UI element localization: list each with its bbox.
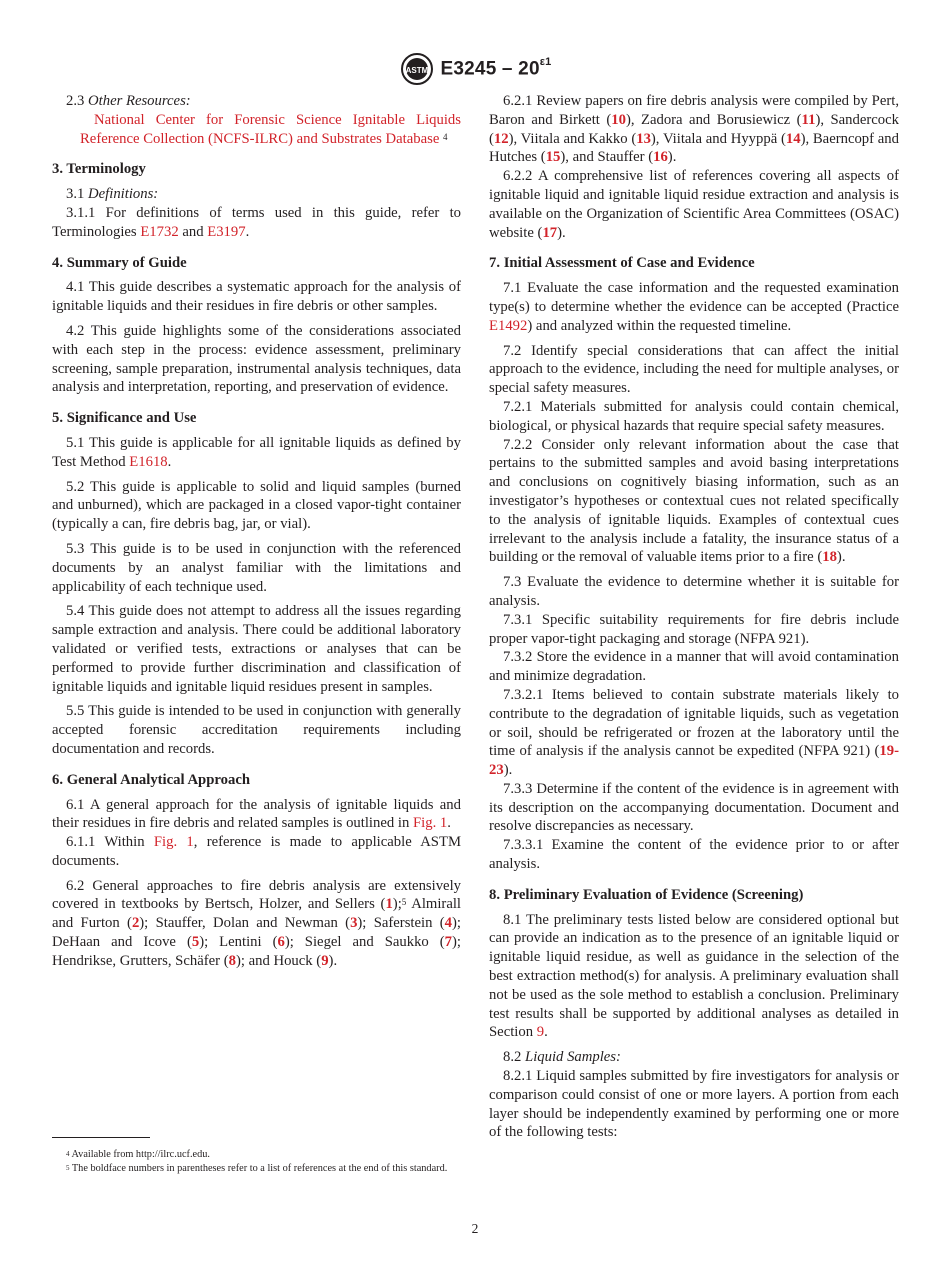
section-7-2-1: 7.2.1 Materials submitted for analysis could contain chemical, biological, or physical hazards that require special safety measures. <box>489 398 899 434</box>
footnote-ref-4[interactable]: 4 <box>443 131 448 142</box>
section-3-1-1: 3.1.1 For definitions of terms used in this guide, refer to Terminologies E1732 and E3197. <box>52 204 461 240</box>
section-5-4: 5.4 This guide does not attempt to address all the issues regarding sample extraction and analysis. There could be additional laboratory validated or verified tests, extractions or analyses that can be performed to provide further discrimination and classification of ignitable liquids and ignitable liquid residues present in samples. <box>52 603 461 695</box>
ref-10[interactable]: 10 <box>611 111 626 128</box>
ref-15[interactable]: 15 <box>545 149 561 166</box>
footnote-ref-5[interactable]: 5 <box>401 897 407 908</box>
section-5-heading: 5. Significance and Use <box>52 410 197 427</box>
ref-14[interactable]: 14 <box>785 130 801 147</box>
section-6-2-2: 6.2.2 A comprehensive list of references covering all aspects of ignitable liquid and ignitable liquid residue extraction and analysis is available on the Organization of Scientific Area Committees (OSAC) website (17). <box>489 168 899 241</box>
ref-5[interactable]: 5 <box>191 934 200 951</box>
ref-2[interactable]: 2 <box>131 915 140 932</box>
section-4-heading: 4. Summary of Guide <box>52 254 187 271</box>
section-9-link[interactable]: 9 <box>536 1024 545 1041</box>
section-7-3-3: 7.3.3 Determine if the content of the evidence is in agreement with its description on the accompanying documentation. Document and resolve discrepancies as necessary. <box>489 780 899 835</box>
section-6-heading: 6. General Analytical Approach <box>52 771 251 788</box>
e3197-link[interactable]: E3197 <box>207 223 246 240</box>
fig-1-link-2[interactable]: Fig. 1 <box>153 834 194 851</box>
svg-text:ASTM: ASTM <box>405 66 428 75</box>
edition-superscript: ε1 <box>539 55 552 68</box>
section-2-3: 2.3 Other Resources: <box>66 93 191 109</box>
section-6-1: 6.1 A general approach for the analysis of ignitable liquids and their residues in fire debris and related samples is outlined in Fig. 1. <box>52 796 461 832</box>
section-7-2: 7.2 Identify special considerations that can affect the initial approach to the evidence, including the need for multiple analyses, or special safety measures. <box>489 342 899 397</box>
section-8-2-1: 8.2.1 Liquid samples submitted by fire investigators for analysis or comparison could consist of one or more layers. A portion from each layer should be independently examined by performing one or more of the following tests: <box>489 1068 899 1141</box>
section-3-1: 3.1 Definitions: <box>66 186 159 203</box>
section-4-1: 4.1 This guide describes a systematic approach for the analysis of ignitable liquids and their residues in fire debris or other samples. <box>52 279 461 315</box>
ref-16[interactable]: 16 <box>653 149 668 166</box>
e1732-link[interactable]: E1732 <box>140 223 179 240</box>
fig-1-link[interactable]: Fig. 1 <box>412 815 448 832</box>
page-number: 2 <box>471 1221 479 1236</box>
section-6-2-1: 6.2.1 Review papers on fire debris analysis were compiled by Pert, Baron and Birkett (10), Zadora and Borusiewicz (11), Sandercock (12), Viitala and Kakko (13), Viitala and Hyyppä (14), Baerncopf and Hutches (15), and Stauffer (16). <box>489 93 899 166</box>
ref-1[interactable]: 1 <box>385 896 393 913</box>
e1492-link[interactable]: E1492 <box>489 317 528 334</box>
ref-4[interactable]: 4 <box>444 915 453 932</box>
ref-17[interactable]: 17 <box>542 224 558 241</box>
section-6-2: 6.2 General approaches to fire debris analysis are extensively covered in textbooks by Bertsch, Holzer, and Sellers (1);$^5$ Almirall and Furton (2); Stauffer, Dolan and Newman (3); Saferstein (4); DeHaan and Icove (5); Lentini (6); Siegel and Saukko (7); Hendrikse, Grutters, Schäfer (8); and Houck (9). <box>52 877 461 969</box>
section-3-heading: 3. Terminology <box>52 161 146 178</box>
right-column <box>489 92 899 1142</box>
section-4-2: 4.2 This guide highlights some of the considerations associated with each step in the process: evidence assessment, preliminary screening, sample preparation, instrumental analysis techniques, data analysis and interpretation, reporting, and preservation of evidence. <box>52 322 461 396</box>
section-7-1: 7.1 Evaluate the case information and the requested examination type(s) to determine whether the evidence can be accepted (Practice E1492) and analyzed within the requested timeline. <box>489 280 899 334</box>
astm-logo-icon <box>399 52 435 86</box>
ref-19-23[interactable]: 19-23 <box>489 743 899 779</box>
e1618-link[interactable]: E1618 <box>129 453 168 470</box>
section-7-heading: 7. Initial Assessment of Case and Evidence <box>489 255 755 272</box>
ref-18[interactable]: 18 <box>822 549 837 566</box>
ref-13[interactable]: 13 <box>636 130 651 147</box>
section-7-3: 7.3 Evaluate the evidence to determine whether it is suitable for analysis. <box>489 574 899 609</box>
ref-6[interactable]: 6 <box>277 934 285 951</box>
section-5-2: 5.2 This guide is applicable to solid and liquid samples (burned and unburned), which are packaged in a closed vapor-tight container (typically a can, fire debris bag, jar, or vial). <box>52 478 461 533</box>
ref-11[interactable]: 11 <box>801 111 816 128</box>
section-8-heading: 8. Preliminary Evaluation of Evidence (Screening) <box>489 886 804 903</box>
section-7-3-3-1: 7.3.3.1 Examine the content of the evidence prior to or after analysis. <box>489 837 899 873</box>
ncfs-link[interactable]: National Center for Forensic Science Ignitable Liquids Reference Collection (NCFS-ILRC) and Substrates Database <box>80 111 461 147</box>
section-5-3: 5.3 This guide is to be used in conjunction with the referenced documents by an analyst familiar with the limitations and applicability of each technique used. <box>52 540 461 595</box>
section-8-2: 8.2 Liquid Samples: <box>503 1049 621 1066</box>
section-7-3-1: 7.3.1 Specific suitability requirements for fire debris include proper vapor-tight packaging and storage (NFPA 921). <box>489 611 899 647</box>
left-column <box>52 92 461 971</box>
ncfs-resource <box>52 111 461 149</box>
section-6-1-1: 6.1.1 Within Fig. 1, reference is made to applicable ASTM documents. <box>52 834 462 869</box>
section-7-3-2-1: 7.3.2.1 Items believed to contain substrate materials likely to contribute to the degradation of ignitable liquids, such as vegetation or soil, should be refrigerated or frozen at the laboratory until the time of analysis if the analysis cannot be expedited (NFPA 921) (19-23). <box>489 686 899 779</box>
ref-3[interactable]: 3 <box>350 915 358 932</box>
document-designation: $E3245 - 20^{\varepsilon 1}$ <box>440 55 552 80</box>
section-7-2-2: 7.2.2 Consider only relevant information about the case that pertains to the submitted samples and avoid basing interpretations and conclusions on cognitively biasing information, such as an investigator’s hypotheses or contextual cues not related specifically to the analysis of ignitable liquids. Examples of contextual cues irrelevant to the analysis include a fatality, the insurance status of a building or the removal of valuable items prior to a fire (18). <box>489 436 899 566</box>
section-7-3-2: 7.3.2 Store the evidence in a manner that will avoid contamination and minimize degradation. <box>489 649 899 685</box>
footnote-5: $^5$ The boldface numbers in parentheses refer to a list of references at the end of this standard. <box>66 1162 448 1174</box>
ref-9[interactable]: 9 <box>321 952 329 969</box>
section-8-1: 8.1 The preliminary tests listed below are considered optional but can provide an indication as to the presence of an ignitable liquid or ignitable liquid residue, as well as guidance in the selection of the best extraction method(s) for analysis. A preliminary evaluation shall not be used as the sole method to establish a conclusion. Preliminary test results shall be supported by additional analyses as detailed in Section 9. <box>489 911 899 1041</box>
footnote-4: $^4$ Available from http://ilrc.ucf.edu. <box>66 1149 210 1160</box>
ref-8[interactable]: 8 <box>228 952 236 969</box>
page-header <box>0 52 950 86</box>
ref-7[interactable]: 7 <box>444 934 453 951</box>
section-5-1: 5.1 This guide is applicable for all ignitable liquids as defined by Test Method E1618. <box>52 434 461 470</box>
ref-12[interactable]: 12 <box>493 130 509 147</box>
footnotes <box>52 1138 461 1176</box>
section-5-5: 5.5 This guide is intended to be used in conjunction with generally accepted forensic accreditation requirements including documentation and records. <box>52 703 461 757</box>
